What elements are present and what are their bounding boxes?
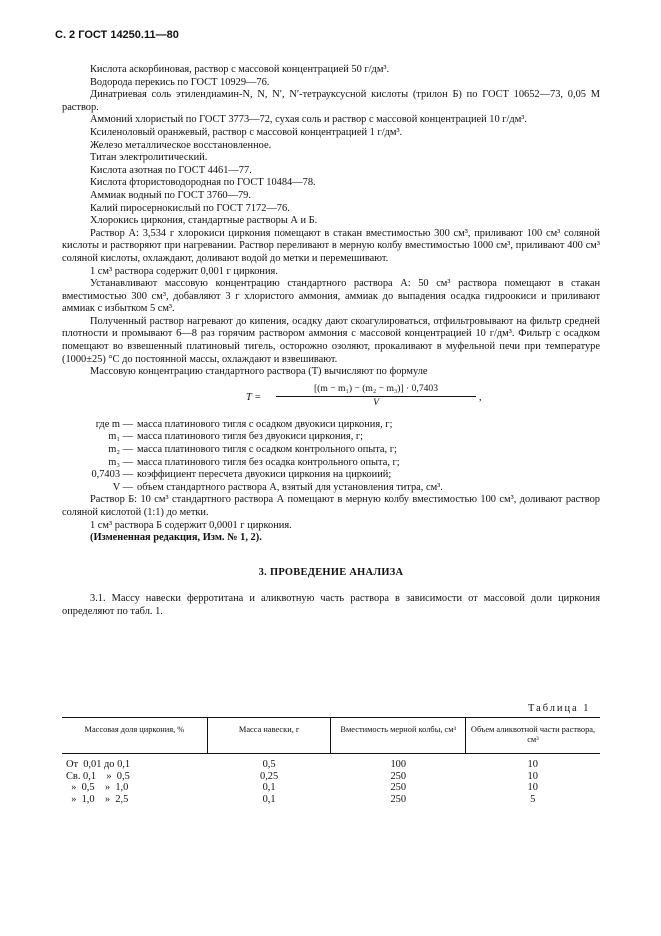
table-cell: 10 bbox=[527, 770, 538, 782]
table-cell: 0,25 bbox=[260, 770, 279, 782]
table-cell: » 1,0 » 2,5 bbox=[66, 793, 129, 805]
solution-a-prep: Раствор А: 3,534 г хлорокиси циркония помещают в стакан вместимостью 300 см³, приливают 100 см³ соляной кислоты и растворяют при нагревании. Раствор переливают в мерную колбу вместимостью 1000 см³, приливают 400 см³ соляной кислоты, охлаждают, доливают водой до метки и перемешивают. bbox=[62, 227, 600, 264]
solution-b-prep: Раствор Б: 10 см³ стандартного раствора А помещают в мерную колбу вместимостью 100 см³, доливают раствор соляной кислотой (1:1) до метки. bbox=[62, 494, 600, 518]
formula-comma: , bbox=[479, 391, 482, 403]
reagent-nitric-acid: Кислота азотная по ГОСТ 4461—77. bbox=[90, 164, 252, 176]
definition-symbol: V — bbox=[112, 481, 133, 493]
section-title: 3. ПРОВЕДЕНИЕ АНАЛИЗА bbox=[258, 566, 404, 578]
definition-row bbox=[62, 431, 600, 444]
table-body bbox=[62, 754, 600, 806]
table-cell: 5 bbox=[530, 793, 536, 805]
reagent-ammonium-chloride: Аммоний хлористый по ГОСТ 3773—72, сухая соль и раствор с массовой концентрацией 10 г/дм³. bbox=[90, 114, 527, 126]
reagent-hydrogen-peroxide: Водорода перекись по ГОСТ 10929—76. bbox=[90, 76, 270, 88]
formula-definitions bbox=[62, 419, 600, 495]
reagent-potassium-pyrosulfate: Калий пиросернокислый по ГОСТ 7172—76. bbox=[90, 202, 290, 214]
definition-row bbox=[62, 419, 600, 432]
table-cell: » 0,5 » 1,0 bbox=[66, 782, 129, 794]
reagent-trilon-b: Динатриевая соль этилендиамин-N, N, N′, N′-тетрауксусной кислоты (трилон Б) по ГОСТ 10652—73, 0,05 М раствор. bbox=[62, 89, 600, 113]
formula-lhs: T = bbox=[246, 391, 262, 403]
col-header-aliquot: Объем аликвотной части раствора, см³ bbox=[465, 718, 600, 754]
reagent-iron: Железо металлическое восстановленное. bbox=[90, 139, 272, 151]
table-cell: 100 bbox=[390, 759, 407, 770]
table-row bbox=[62, 754, 600, 771]
definition-row bbox=[62, 482, 600, 495]
table-cell: 250 bbox=[390, 770, 407, 782]
definition-symbol: где m — bbox=[95, 418, 133, 430]
table-caption: Таблица 1 bbox=[528, 703, 591, 714]
col-header-flask: Вместимость мерной колбы, см³ bbox=[331, 718, 466, 754]
definition-text: объем стандартного раствора А, взятый для установления титра, см³. bbox=[137, 481, 443, 493]
table-cell: 250 bbox=[390, 782, 407, 794]
definition-symbol: m₁ — bbox=[108, 431, 133, 443]
solution-a-procedure: Полученный раствор нагревают до кипения, осадку дают скоагулироваться, отфильтровывают на фильтр средней плотности и промывают 6—8 раз горячим раствором аммония с массовой концентрацией 10 г/дм³. Фильтр с осадком помещают во взвешенный платиновый тигель, осторожно озоляют, прокаливают в муфельной печи при температуре (1000±25) °С до постоянной массы, охлаждают и взвешивают. bbox=[62, 315, 600, 365]
table-cell: 250 bbox=[390, 793, 407, 805]
definition-row bbox=[62, 444, 600, 457]
solution-a-content: 1 см³ раствора содержит 0,001 г циркония. bbox=[90, 265, 278, 277]
reagent-hydrofluoric-acid: Кислота фтористоводородная по ГОСТ 10484—78. bbox=[90, 177, 316, 189]
definition-text: коэффициент пересчета двуокиси циркония на циркоиий; bbox=[137, 469, 392, 481]
definition-row bbox=[62, 469, 600, 482]
formula-numerator: [(m − m₁) − (m₂ − m₃)] · 0,7403 bbox=[276, 383, 476, 398]
definition-symbol: m₃ — bbox=[108, 456, 133, 468]
formula-fraction bbox=[276, 383, 476, 410]
reagent-ascorbic-acid: Кислота аскорбиновая, раствор с массовой концентрацией 50 г/дм³. bbox=[90, 64, 390, 75]
solution-a-standardization: Устанавливают массовую концентрацию стандартного раствора А: 50 см³ раствора помещают в стакан вместимостью 300 см³, добавляют 3 г хлористого аммония, аммиак до выпадения осадка гидроокиси и приливают аммиак с избытком 5 см³. bbox=[62, 278, 600, 315]
table-cell: 0,1 bbox=[262, 782, 276, 794]
page-header: С. 2 ГОСТ 14250.11—80 bbox=[55, 29, 179, 41]
table-cell: Св. 0,1 » 0,5 bbox=[66, 770, 130, 782]
reagent-zirconium-oxychloride: Хлорокись циркония, стандартные растворы А и Б. bbox=[90, 215, 318, 227]
table-row bbox=[62, 794, 600, 806]
definition-text: масса платинового тигля без двуокиси циркония, г; bbox=[137, 431, 364, 443]
reagent-xylenol-orange: Ксиленоловый оранжевый, раствор с массовой концентрацией 1 г/дм³. bbox=[90, 126, 403, 138]
definition-row bbox=[62, 457, 600, 470]
sample-table bbox=[62, 717, 600, 805]
definition-text: масса платинового тигля с осадком двуокиси циркония, г; bbox=[137, 418, 393, 430]
table-row bbox=[62, 782, 600, 794]
col-header-mass: Масса навески, г bbox=[207, 718, 331, 754]
reagent-ammonia: Аммиак водный по ГОСТ 3760—79. bbox=[90, 189, 251, 201]
concentration-formula bbox=[62, 383, 600, 413]
table-cell: 0,1 bbox=[262, 793, 276, 805]
table-cell: От 0,01 до 0,1 bbox=[66, 759, 131, 770]
formula-intro: Массовую концентрацию стандартного раствора (T) вычисляют по формуле bbox=[90, 366, 428, 378]
col-header-zirconium: Массовая доля циркония, % bbox=[62, 718, 207, 754]
reagent-titanium: Титан электролитический. bbox=[90, 152, 208, 164]
document-body bbox=[62, 64, 600, 619]
table-row bbox=[62, 771, 600, 783]
section-paragraph: 3.1. Массу навески ферротитана и аликвотную часть раствора в зависимости от массовой доли циркония определяют по табл. 1. bbox=[62, 593, 600, 617]
definition-symbol: 0,7403 — bbox=[91, 469, 133, 481]
definition-text: масса платинового тигля без осадка контрольного опыта, г; bbox=[137, 456, 400, 468]
definition-symbol: m₂ — bbox=[108, 444, 133, 456]
revision-note: (Измененная редакция, Изм. № 1, 2). bbox=[90, 532, 262, 544]
solution-b-content: 1 см³ раствора Б содержит 0,0001 г циркония. bbox=[90, 519, 292, 531]
table-cell: 10 bbox=[527, 759, 538, 770]
table-header-row bbox=[62, 718, 600, 754]
formula-denominator: V bbox=[373, 397, 379, 409]
definition-text: масса платинового тигля с осадком контрольного опыта, г; bbox=[137, 444, 397, 456]
table-cell: 0,5 bbox=[262, 759, 276, 770]
table-cell: 10 bbox=[527, 782, 538, 794]
